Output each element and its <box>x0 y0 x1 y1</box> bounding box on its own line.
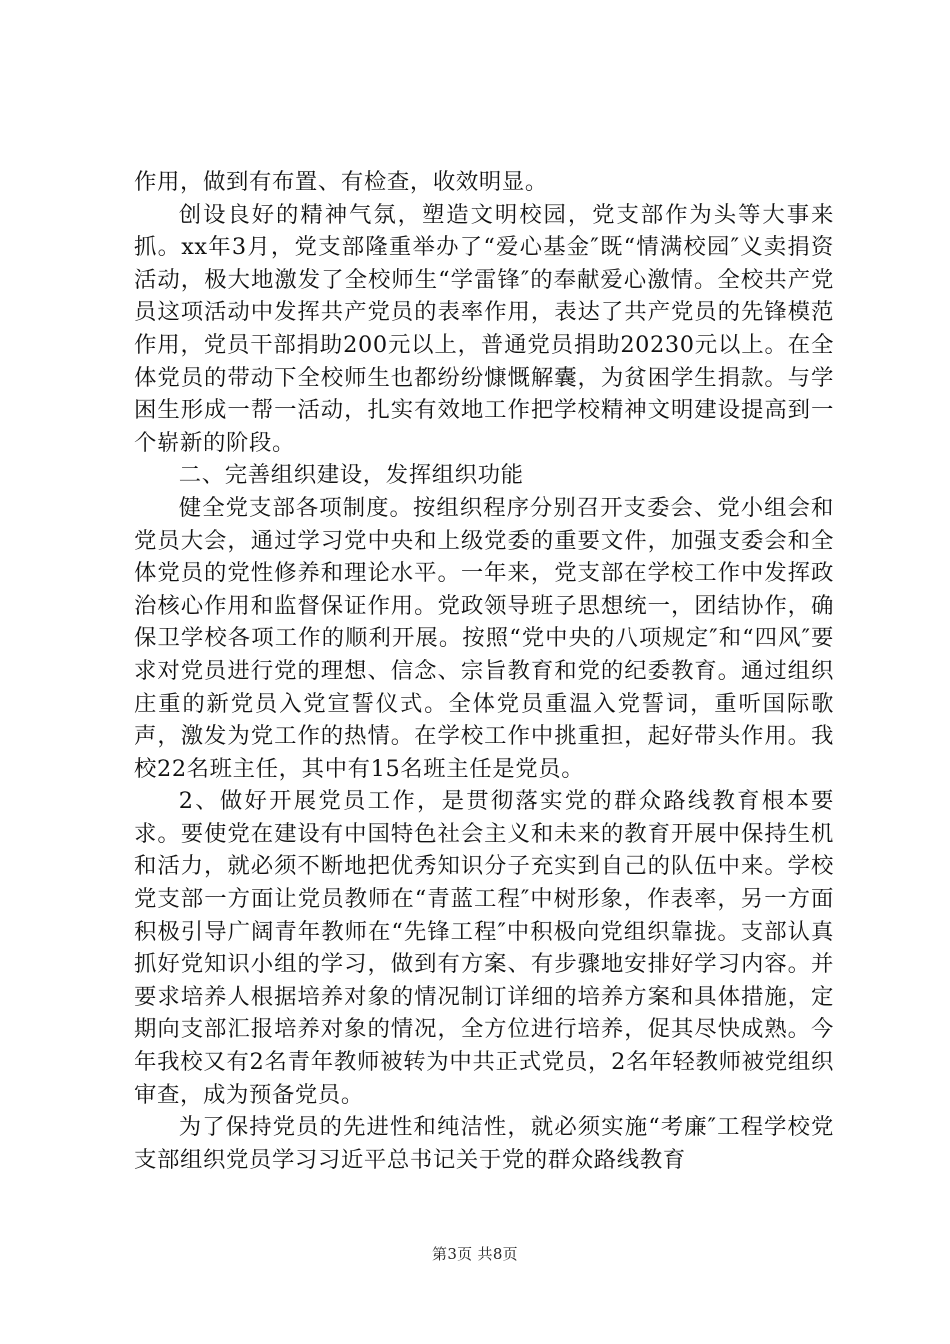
paragraph-integrity-project: 为了保持党员的先进性和纯洁性，就必须实施“考廉″工程学校党支部组织党员学习习近平总书记关于党的群众路线教育 <box>134 1114 834 1173</box>
paragraph-party-system: 健全党支部各项制度。按组织程序分别召开支委会、党小组会和党员大会，通过学习党中央和上级党委的重要文件，加强支委会和全体党员的党性修养和理论水平。一年来，党支部在学校工作中发挥政治核心作用和监督保证作用。党政领导班子思想统一，团结协作，确保卫学校各项工作的顺利开展。按照“党中央的八项规定″和“四风″要求对党员进行党的理想、信念、宗旨教育和党的纪委教育。通过组织庄重的新党员入党宣誓仪式。全体党员重温入党誓词，重听国际歌声，激发为党工作的热情。在学校工作中挑重担，起好带头作用。我校22名班主任，其中有15名班主任是党员。 <box>134 494 834 782</box>
section-heading: 二、完善组织建设，发挥组织功能 <box>178 462 524 489</box>
page-number-footer: 第3页 共8页 <box>432 1245 518 1263</box>
paragraph-member-development: 2、做好开展党员工作，是贯彻落实党的群众路线教育根本要求。要使党在建设有中国特色社会主义和未来的教育开展中保持生机和活力，就必须不断地把优秀知识分子充实到自己的队伍中来。学校党支部一方面让党员教师在“青蓝工程″中树形象，作表率，另一方面积极引导广阔青年教师在“先锋工程″中积极向党组织靠拢。支部认真抓好党知识小组的学习，做到有方案、有步骤地安排好学习内容。并要求培养人根据培养对象的情况制订详细的培养方案和具体措施，定期向支部汇报培养对象的情况，全方位进行培养，促其尽快成熟。今年我校又有2名青年教师被转为中共正式党员，2名年轻教师被党组织审查，成为预备党员。 <box>134 788 834 1108</box>
document-body <box>134 166 834 1176</box>
paragraph-continuation: 作用，做到有布置、有检查，收效明显。 <box>134 169 548 195</box>
paragraph-campus-culture: 创设良好的精神气氛，塑造文明校园，党支部作为头等大事来抓。xx年3月，党支部隆重举办了“爱心基金″既“情满校园″义卖捐资活动，极大地激发了全校师生“学雷锋″的奉献爱心激情。全校共产党员这项活动中发挥共产党员的表率作用，表达了共产党员的先锋模范作用，党员干部捐助200元以上，普通党员捐助20230元以上。在全体党员的带动下全校师生也都纷纷慷慨解囊，为贫困学生捐款。与学困生形成一帮一活动，扎实有效地工作把学校精神文明建设提高到一个崭新的阶段。 <box>134 201 834 456</box>
